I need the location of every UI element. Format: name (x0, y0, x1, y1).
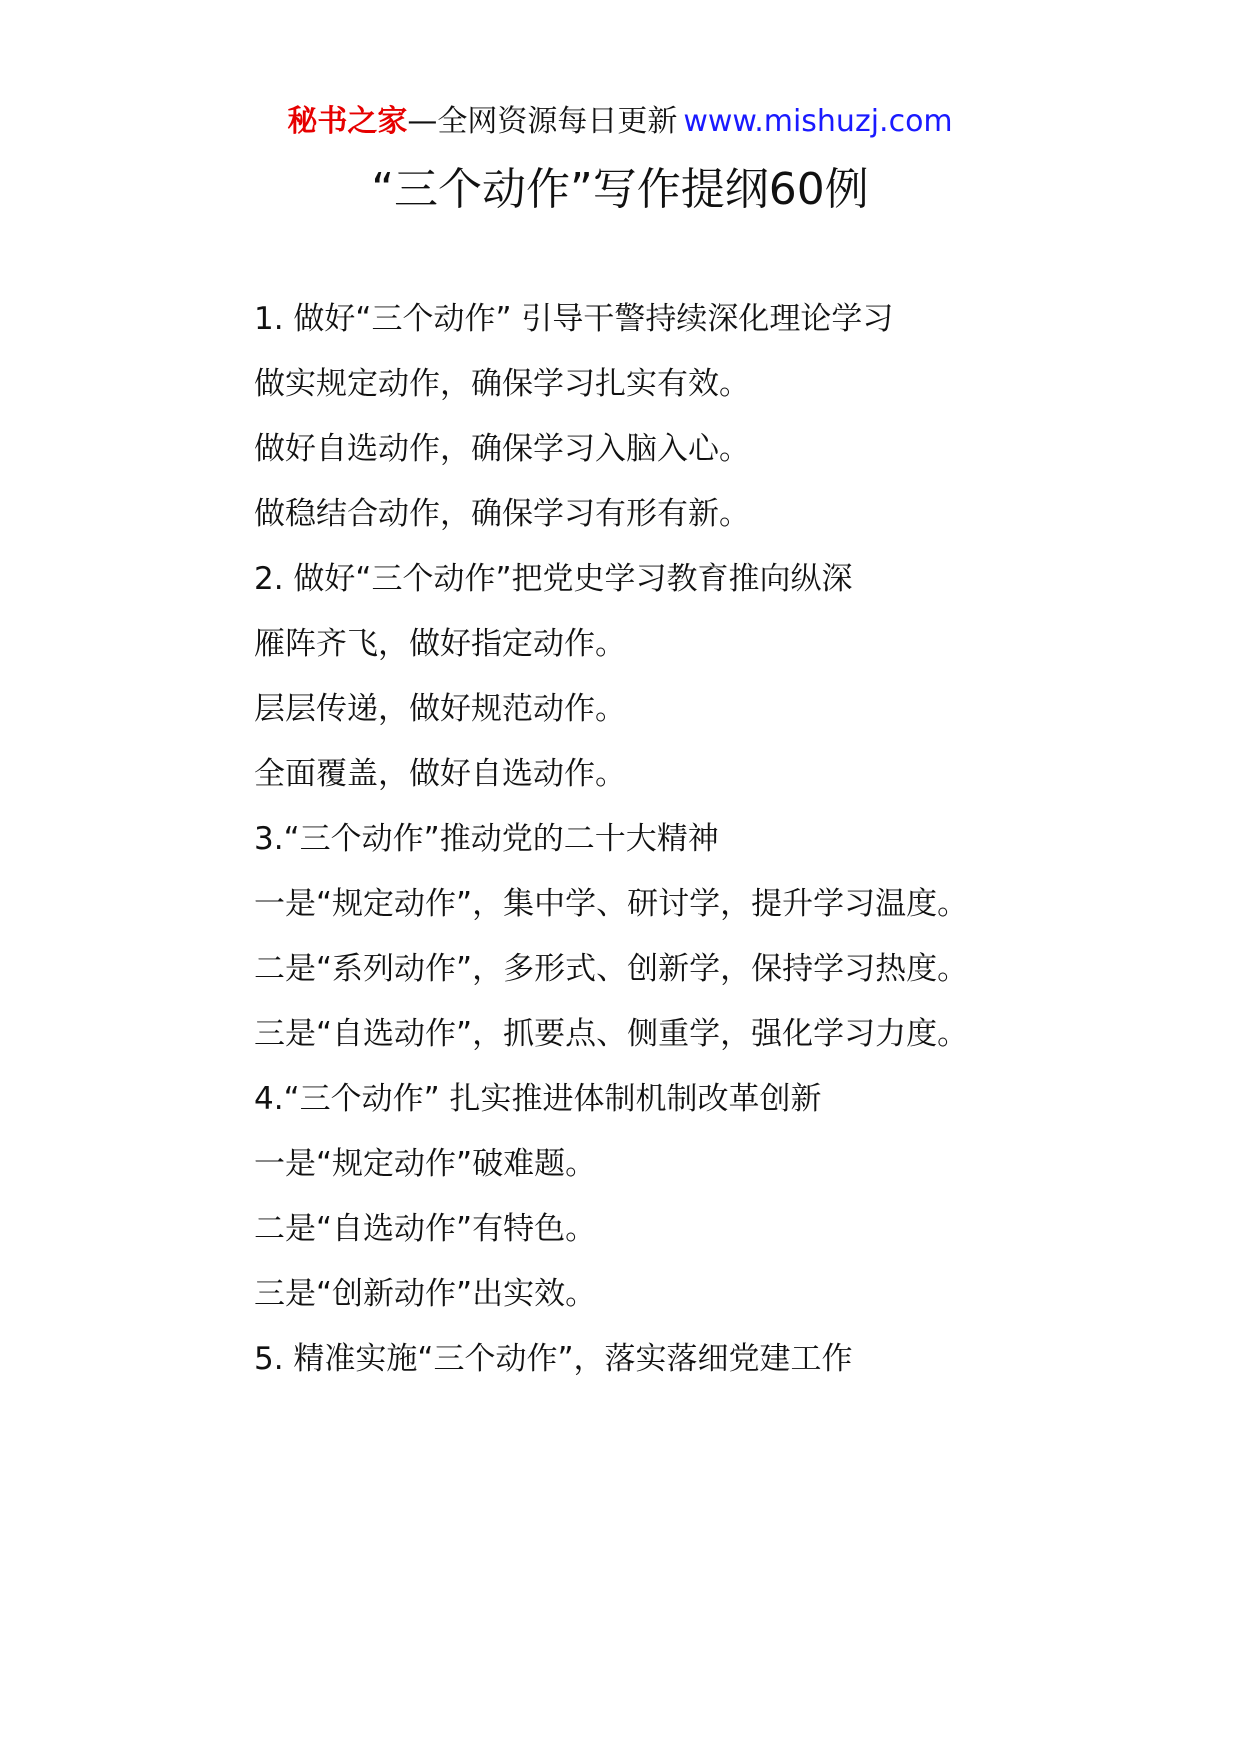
paragraph: 二是“自选动作”有特色。 (254, 1211, 597, 1247)
paragraph: 做稳结合动作，确保学习有形有新。 (254, 496, 750, 532)
paragraph: 做好自选动作，确保学习入脑入心。 (254, 431, 750, 467)
page-header (0, 100, 1240, 144)
heading-1: 1. 做好“三个动作” 引导干警持续深化理论学习 (254, 301, 894, 337)
heading-2: 2. 做好“三个动作”把党史学习教育推向纵深 (254, 561, 853, 597)
heading-5: 5. 精准实施“三个动作”，落实落细党建工作 (254, 1341, 853, 1377)
site-url-link[interactable]: www.mishuzj.com (683, 104, 953, 139)
paragraph: 一是“规定动作”，集中学、研讨学，提升学习温度。 (254, 886, 969, 922)
document-body (186, 287, 1058, 1392)
paragraph: 雁阵齐飞，做好指定动作。 (254, 626, 626, 662)
paragraph: 层层传递，做好规范动作。 (254, 691, 626, 727)
site-tagline: —全网资源每日更新 (407, 104, 678, 139)
document-title: “三个动作”写作提纲60例 (371, 164, 869, 215)
paragraph: 二是“系列动作”，多形式、创新学，保持学习热度。 (254, 951, 969, 987)
paragraph: 三是“自选动作”，抓要点、侧重学，强化学习力度。 (254, 1016, 969, 1052)
site-name: 秘书之家 (287, 104, 408, 139)
paragraph: 做实规定动作，确保学习扎实有效。 (254, 366, 750, 402)
paragraph: 全面覆盖，做好自选动作。 (254, 756, 626, 792)
paragraph: 一是“规定动作”破难题。 (254, 1146, 597, 1182)
paragraph: 三是“创新动作”出实效。 (254, 1276, 597, 1312)
heading-3: 3.“三个动作”推动党的二十大精神 (254, 821, 719, 857)
heading-4: 4.“三个动作” 扎实推进体制机制改革创新 (254, 1081, 822, 1117)
